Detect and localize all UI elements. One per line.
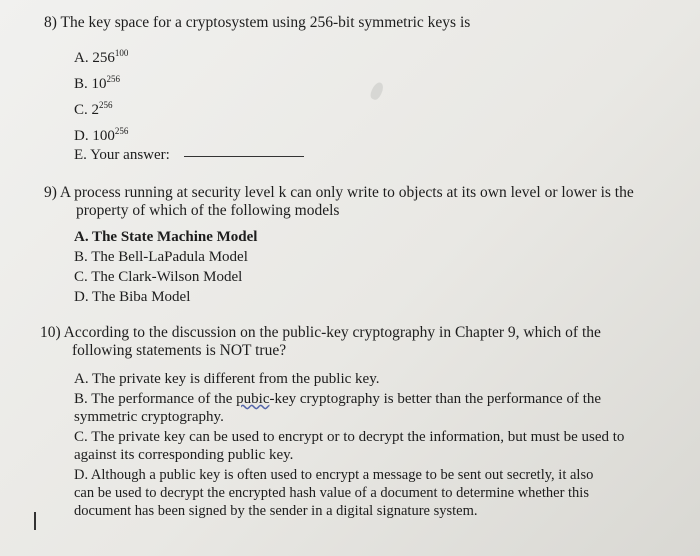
text-cursor bbox=[34, 512, 36, 530]
question-8 bbox=[44, 14, 470, 32]
q8-option-a-exponent: 100 bbox=[114, 48, 129, 58]
q8-option-c bbox=[74, 96, 113, 119]
q8-answer-label: E. Your answer: bbox=[74, 147, 170, 163]
q10-option-d-line-1: D. Although a public key is often used to encrypt a message to be sent out secretly, it also bbox=[74, 467, 594, 483]
q9-option-a: A. The State Machine Model bbox=[74, 229, 258, 245]
question-9-stem-line-1: 9) A process running at security level k can only write to objects at its own level or lower is the bbox=[44, 184, 634, 201]
q10-option-c-line-2: against its corresponding public key. bbox=[74, 447, 294, 463]
question-9-stem-line-2: property of which of the following models bbox=[76, 202, 340, 219]
q10-option-d-line-3: document has been signed by the sender in a digital signature system. bbox=[74, 503, 478, 519]
q8-option-d-exponent: 256 bbox=[114, 126, 129, 136]
question-10-stem bbox=[40, 324, 660, 360]
question-10-stem-line-2: following statements is NOT true? bbox=[72, 342, 287, 359]
q10-option-a: A. The private key is different from the public key. bbox=[74, 371, 380, 387]
q8-option-c-text: C. 2 bbox=[74, 102, 100, 118]
q8-option-d bbox=[74, 122, 128, 145]
q9-option-d: D. The Biba Model bbox=[74, 289, 191, 305]
q10-option-c bbox=[74, 428, 624, 464]
q10-option-d-line-2: can be used to decrypt the encrypted hash value of a document to determine whether this bbox=[74, 485, 589, 501]
q10-option-b-pre: B. The performance of the bbox=[74, 391, 237, 407]
q8-answer-blank[interactable] bbox=[184, 156, 304, 157]
question-8-stem: 8) The key space for a cryptosystem using 256-bit symmetric keys is bbox=[44, 14, 471, 31]
q8-option-b-text: B. 10 bbox=[74, 76, 107, 92]
q10-option-b bbox=[74, 390, 601, 426]
question-9-stem bbox=[44, 184, 664, 220]
q8-option-e bbox=[74, 146, 304, 164]
q8-option-d-text: D. 100 bbox=[74, 128, 115, 144]
pen-mark bbox=[369, 81, 386, 102]
question-10 bbox=[40, 324, 660, 360]
question-10-stem-line-1: 10) According to the discussion on the public-key cryptography in Chapter 9, which of the bbox=[40, 324, 601, 341]
q8-option-c-exponent: 256 bbox=[99, 100, 113, 110]
q10-option-c-line-1: C. The private key can be used to encrypt or to decrypt the information, but must be used to bbox=[74, 429, 625, 445]
q10-option-d bbox=[74, 466, 593, 520]
q8-option-b bbox=[74, 70, 120, 93]
question-9 bbox=[44, 184, 664, 220]
q8-option-a-text: A. 256 bbox=[74, 50, 115, 66]
q9-option-c: C. The Clark-Wilson Model bbox=[74, 269, 243, 285]
q8-option-b-exponent: 256 bbox=[106, 74, 121, 84]
q8-option-a bbox=[74, 44, 128, 67]
q10-option-b-line-2: symmetric cryptography. bbox=[74, 409, 224, 425]
q9-option-b: B. The Bell-LaPadula Model bbox=[74, 249, 248, 265]
q10-option-b-post: -key cryptography is better than the performance of the bbox=[269, 391, 602, 407]
q10-option-b-misspelled-word: pubic bbox=[236, 391, 270, 407]
